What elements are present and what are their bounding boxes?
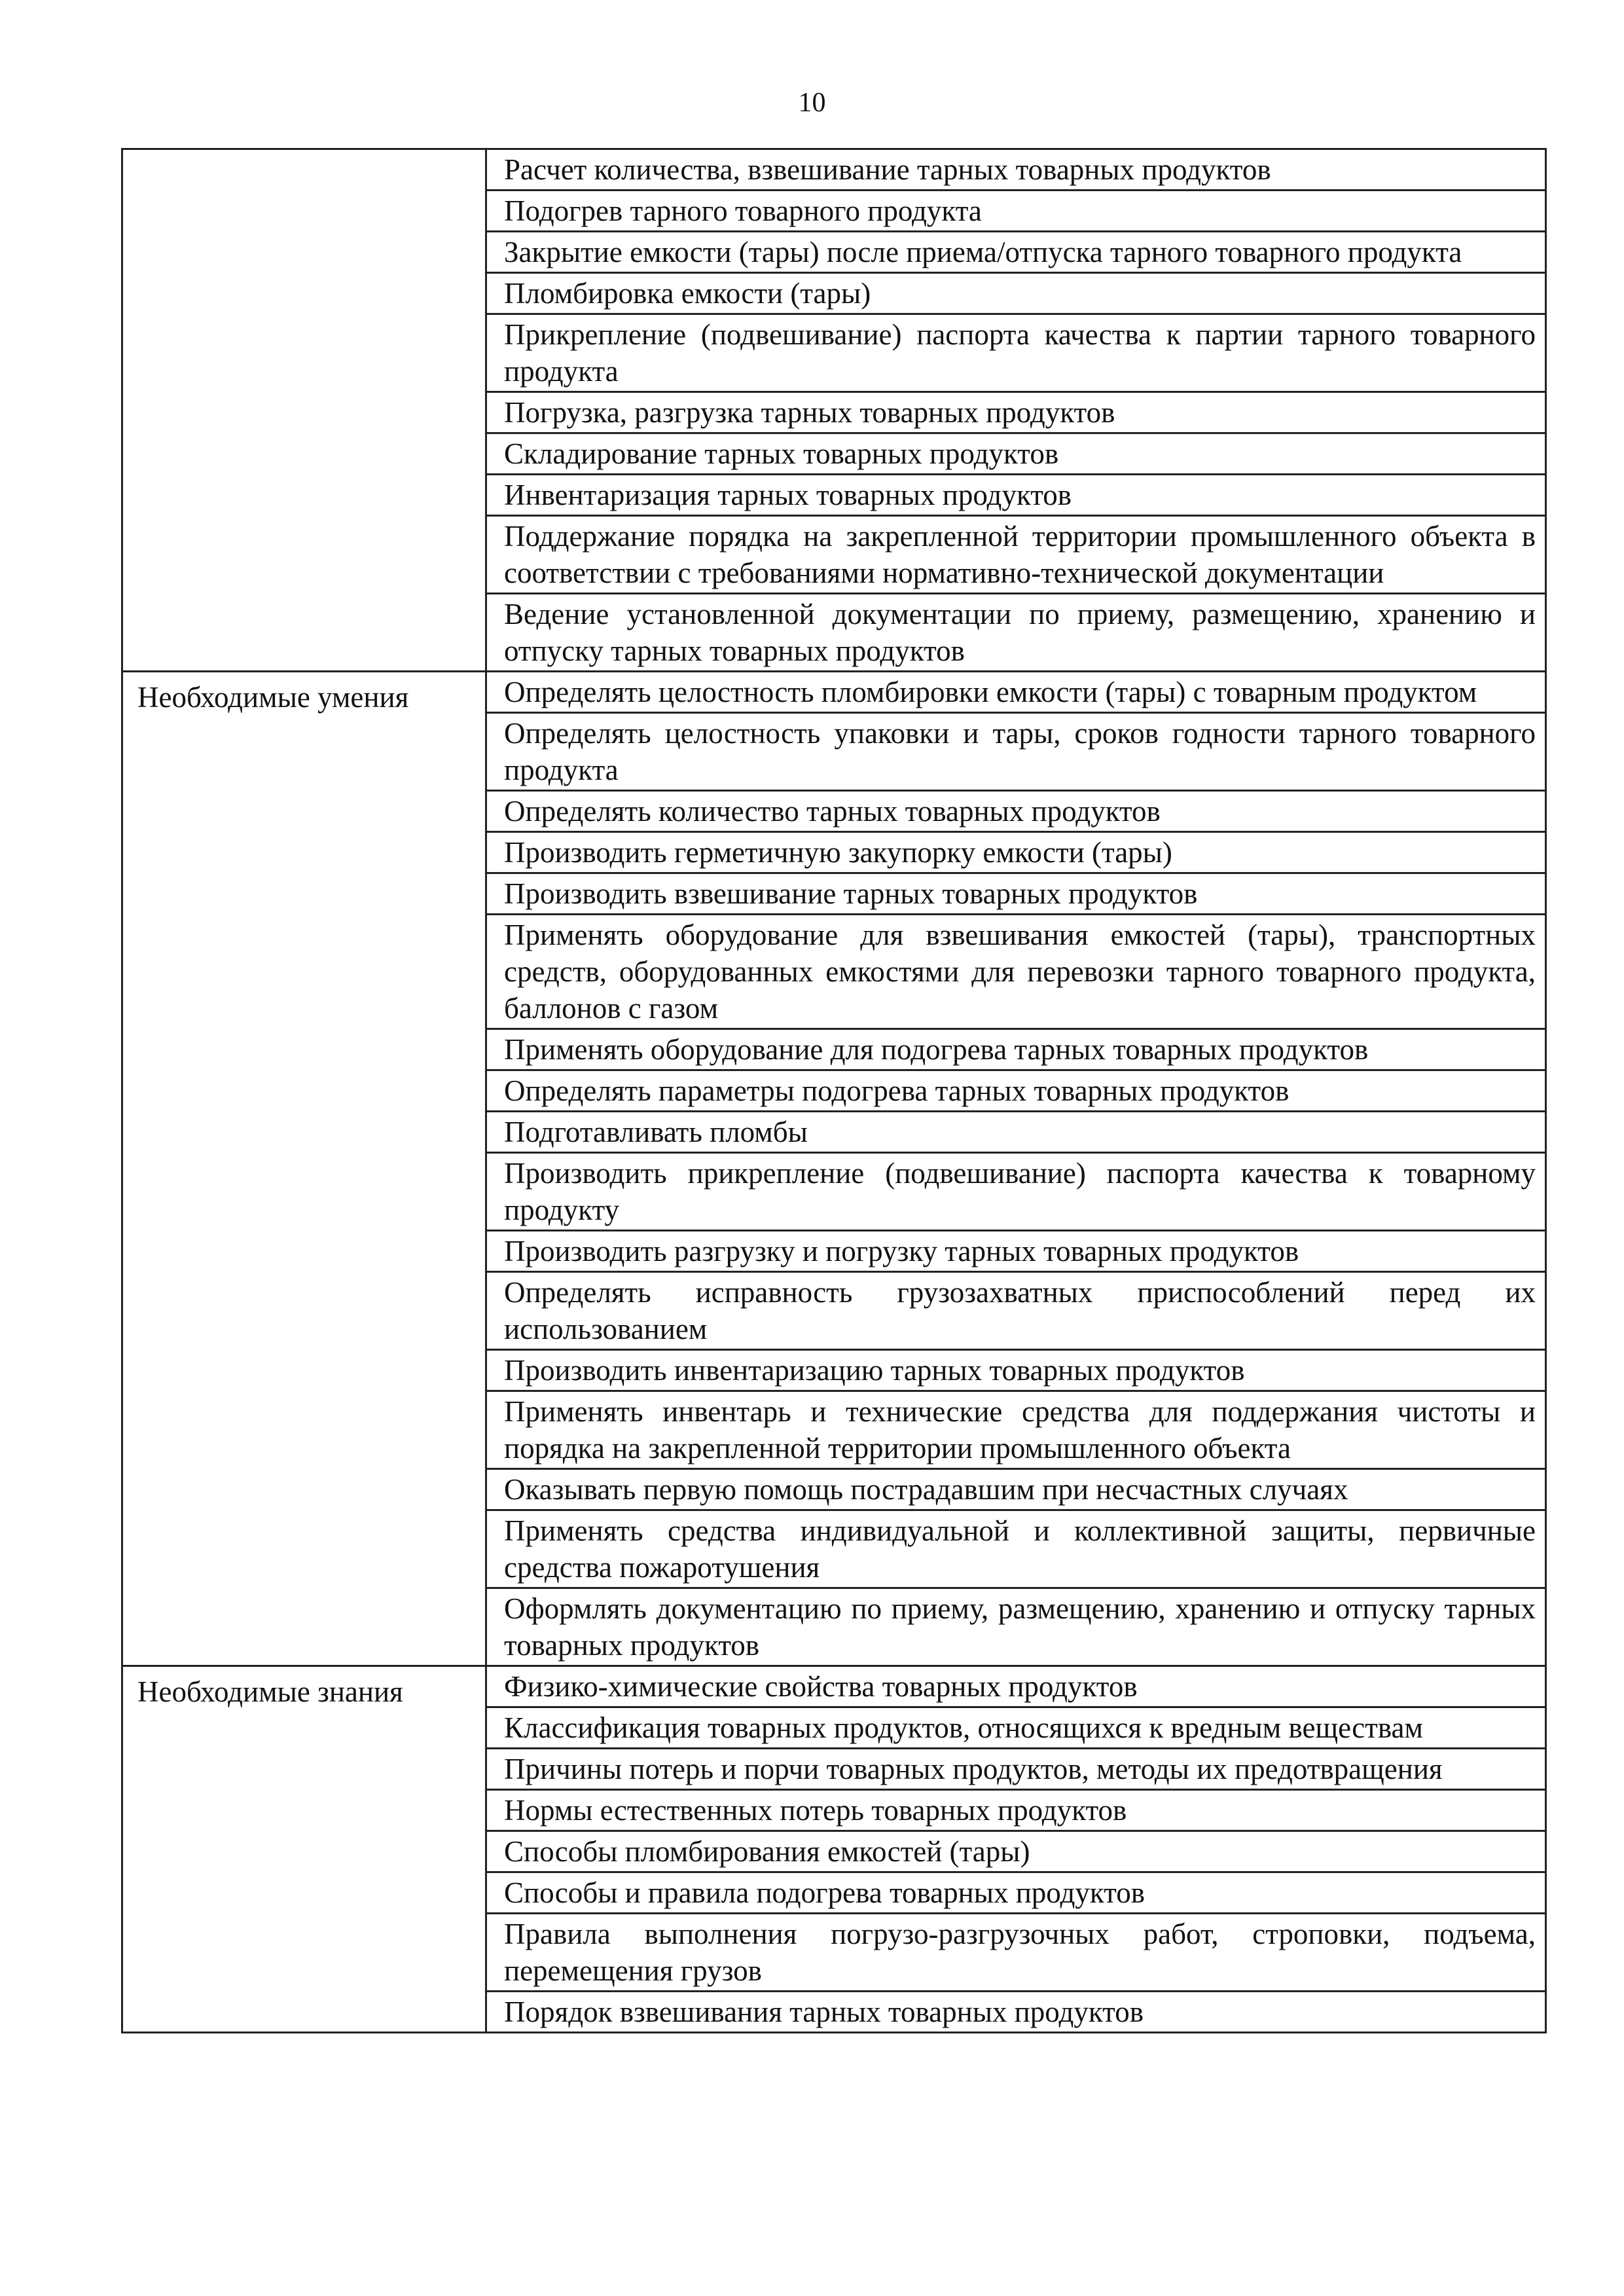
requirement-item: Подогрев тарного товарного продукта bbox=[486, 191, 1546, 232]
requirement-item: Оказывать первую помощь пострадавшим при несчастных случаях bbox=[486, 1469, 1546, 1510]
requirement-item: Определять целостность упаковки и тары, сроков годности тарного товарного продукта bbox=[486, 713, 1546, 791]
requirement-item: Закрытие емкости (тары) после приема/отпуска тарного товарного продукта bbox=[486, 232, 1546, 273]
requirement-item: Подготавливать пломбы bbox=[486, 1112, 1546, 1153]
requirement-item: Применять инвентарь и технические средства для поддержания чистоты и порядка на закрепленной территории промышленного объекта bbox=[486, 1391, 1546, 1469]
section-label-cell: Необходимые знания bbox=[122, 1666, 486, 2033]
requirement-item: Определять количество тарных товарных продуктов bbox=[486, 791, 1546, 832]
requirement-item: Поддержание порядка на закрепленной территории промышленного объекта в соответствии с требованиями нормативно-технической документации bbox=[486, 516, 1546, 594]
requirement-item: Причины потерь и порчи товарных продуктов, методы их предотвращения bbox=[486, 1749, 1546, 1790]
requirement-item: Применять оборудование для подогрева тарных товарных продуктов bbox=[486, 1029, 1546, 1070]
table-body bbox=[122, 149, 1546, 2033]
requirement-item: Производить инвентаризацию тарных товарных продуктов bbox=[486, 1350, 1546, 1391]
requirement-item: Расчет количества, взвешивание тарных товарных продуктов bbox=[486, 149, 1546, 191]
requirement-item: Определять целостность пломбировки емкости (тары) с товарным продуктом bbox=[486, 672, 1546, 713]
requirement-item: Складирование тарных товарных продуктов bbox=[486, 433, 1546, 475]
requirement-item: Способы пломбирования емкостей (тары) bbox=[486, 1831, 1546, 1872]
table-row bbox=[122, 672, 1546, 713]
section-label-cell bbox=[122, 149, 486, 672]
requirement-item: Способы и правила подогрева товарных продуктов bbox=[486, 1872, 1546, 1914]
requirement-item: Применять средства индивидуальной и коллективной защиты, первичные средства пожаротушения bbox=[486, 1510, 1546, 1588]
requirement-item: Применять оборудование для взвешивания емкостей (тары), транспортных средств, оборудованных емкостями для перевозки тарного товарного продукта, баллонов с газом bbox=[486, 915, 1546, 1029]
requirement-item: Оформлять документацию по приему, размещению, хранению и отпуску тарных товарных продуктов bbox=[486, 1588, 1546, 1666]
requirement-item: Прикрепление (подвешивание) паспорта качества к партии тарного товарного продукта bbox=[486, 314, 1546, 392]
requirement-item: Производить разгрузку и погрузку тарных товарных продуктов bbox=[486, 1231, 1546, 1272]
page-number: 10 bbox=[798, 88, 826, 118]
section-label-cell: Необходимые умения bbox=[122, 672, 486, 1666]
requirement-item: Погрузка, разгрузка тарных товарных продуктов bbox=[486, 392, 1546, 433]
requirement-item: Физико-химические свойства товарных продуктов bbox=[486, 1666, 1546, 1707]
table-row bbox=[122, 1666, 1546, 1707]
requirement-item: Правила выполнения погрузо-разгрузочных работ, строповки, подъема, перемещения грузов bbox=[486, 1914, 1546, 1992]
requirement-item: Производить прикрепление (подвешивание) паспорта качества к товарному продукту bbox=[486, 1153, 1546, 1231]
requirement-item: Порядок взвешивания тарных товарных продуктов bbox=[486, 1992, 1546, 2033]
table-row bbox=[122, 149, 1546, 191]
requirement-item: Определять исправность грузозахватных приспособлений перед их использованием bbox=[486, 1272, 1546, 1350]
requirements-table bbox=[121, 148, 1547, 2033]
requirement-item: Производить герметичную закупорку емкости (тары) bbox=[486, 832, 1546, 873]
requirement-item: Инвентаризация тарных товарных продуктов bbox=[486, 475, 1546, 516]
requirement-item: Пломбировка емкости (тары) bbox=[486, 273, 1546, 314]
requirement-item: Производить взвешивание тарных товарных продуктов bbox=[486, 873, 1546, 915]
requirement-item: Нормы естественных потерь товарных продуктов bbox=[486, 1790, 1546, 1831]
requirement-item: Классификация товарных продуктов, относящихся к вредным веществам bbox=[486, 1707, 1546, 1749]
requirement-item: Определять параметры подогрева тарных товарных продуктов bbox=[486, 1070, 1546, 1112]
requirement-item: Ведение установленной документации по приему, размещению, хранению и отпуску тарных товарных продуктов bbox=[486, 594, 1546, 672]
